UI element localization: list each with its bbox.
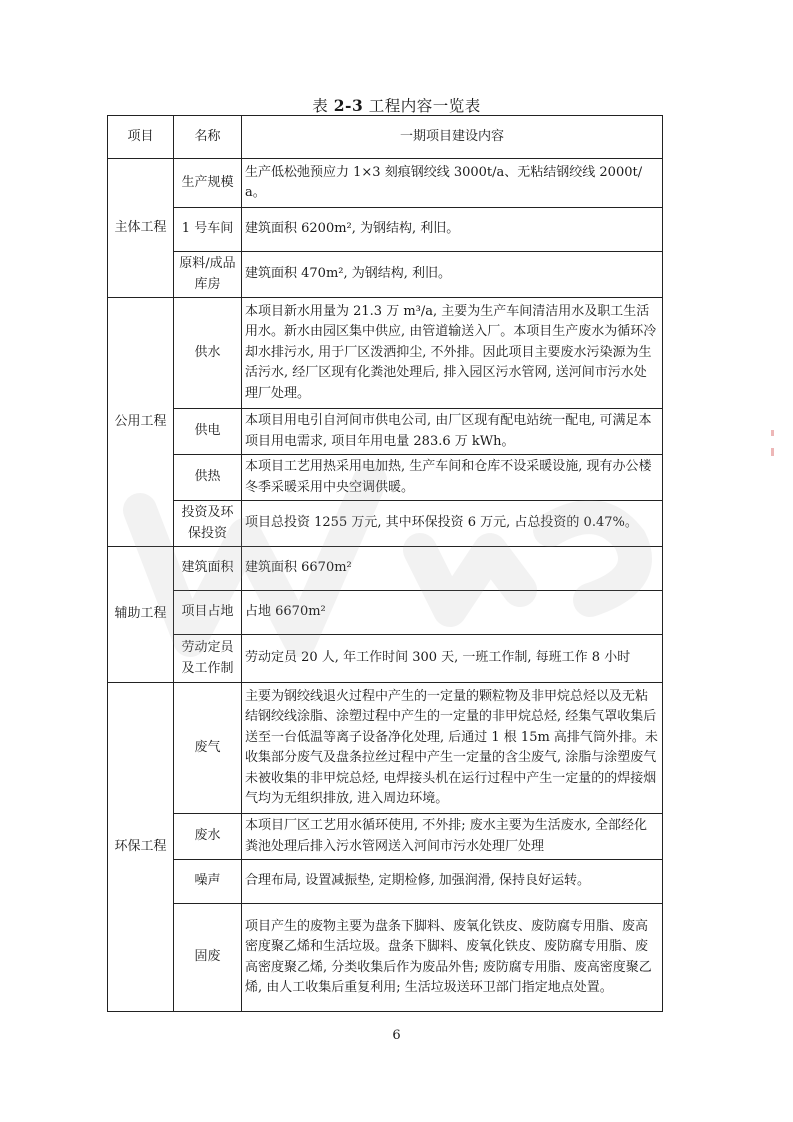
scan-edge-mark	[771, 430, 775, 460]
content-cell: 建筑面积 470m², 为钢结构, 利旧。	[242, 252, 663, 298]
table-row	[108, 298, 663, 409]
table-row	[108, 635, 663, 683]
name-cell: 投资及环保投资	[174, 501, 242, 547]
content-cell: 项目产生的废物主要为盘条下脚料、废氧化铁皮、废防腐专用脂、废高密度聚乙烯和生活垃圾。盘条下脚料、废氧化铁皮、废防腐专用脂、废高密度聚乙烯, 分类收集后作为废品外售; 废防腐专用脂、废高密度聚乙烯, 由人工收集后重复利用; 生活垃圾送环卫部门指定地点处置。	[242, 904, 663, 1012]
table-row	[108, 547, 663, 591]
name-cell: 原料/成品库房	[174, 252, 242, 298]
content-cell: 本项目新水用量为 21.3 万 m³/a, 主要为生产车间清洁用水及职工生活用水。新水由园区集中供应, 由管道输送入厂。本项目生产废水为循环冷却水排污水, 用于厂区泼洒抑尘, 不外排。因此项目主要废水污染源为生活污水, 经厂区现有化粪池处理后, 排入园区污水管网, 送河间市污水处理厂处理。	[242, 298, 663, 409]
page-number: 6	[392, 1028, 401, 1043]
content-cell: 建筑面积 6670m²	[242, 547, 663, 591]
name-cell: 生产规模	[174, 159, 242, 208]
name-cell: 建筑面积	[174, 547, 242, 591]
table-row	[108, 860, 663, 904]
content-cell: 本项目工艺用热采用电加热, 生产车间和仓库不设采暖设施, 现有办公楼冬季采暖采用中央空调供暖。	[242, 455, 663, 501]
content-cell: 建筑面积 6200m², 为钢结构, 利旧。	[242, 208, 663, 252]
name-cell: 废气	[174, 683, 242, 814]
table-row	[108, 591, 663, 635]
table-title: 表 2-3 工程内容一览表	[312, 96, 481, 115]
table-row	[108, 409, 663, 455]
header-name: 名称	[174, 116, 242, 159]
category-cell: 主体工程	[108, 159, 174, 298]
category-cell: 公用工程	[108, 298, 174, 547]
content-cell: 生产低松弛预应力 1×3 刻痕钢绞线 3000t/a、无粘结钢绞线 2000t/a。	[242, 159, 663, 208]
project-content-table	[107, 115, 663, 1012]
content-cell: 项目总投资 1255 万元, 其中环保投资 6 万元, 占总投资的 0.47%。	[242, 501, 663, 547]
content-cell: 劳动定员 20 人, 年工作时间 300 天, 一班工作制, 每班工作 8 小时	[242, 635, 663, 683]
name-cell: 供水	[174, 298, 242, 409]
name-cell: 项目占地	[174, 591, 242, 635]
content-cell: 合理布局, 设置减振垫, 定期检修, 加强润滑, 保持良好运转。	[242, 860, 663, 904]
content-cell: 主要为钢绞线退火过程中产生的一定量的颗粒物及非甲烷总烃以及无粘结钢绞线涂脂、涂塑过程中产生的一定量的非甲烷总烃, 经集气罩收集后送至一台低温等离子设备净化处理, 后通过 1 根 15m 高排气筒外排。未收集部分废气及盘条拉丝过程中产生一定量的含尘废气, 涂脂与涂塑废气未被收集的非甲烷总烃, 电焊接头机在运行过程中产生一定量的的焊接烟气均为无组织排放, 进入周边环境。	[242, 683, 663, 814]
table-header-row	[108, 116, 663, 159]
table-row	[108, 501, 663, 547]
name-cell: 废水	[174, 814, 242, 860]
content-cell: 本项目厂区工艺用水循环使用, 不外排; 废水主要为生活废水, 全部经化粪池处理后排入污水管网送入河间市污水处理厂处理	[242, 814, 663, 860]
header-content: 一期项目建设内容	[242, 116, 663, 159]
content-cell: 本项目用电引自河间市供电公司, 由厂区现有配电站统一配电, 可满足本项目用电需求, 项目年用电量 283.6 万 kWh。	[242, 409, 663, 455]
table-row	[108, 683, 663, 814]
name-cell: 供热	[174, 455, 242, 501]
name-cell: 劳动定员及工作制	[174, 635, 242, 683]
table-row	[108, 252, 663, 298]
content-cell: 占地 6670m²	[242, 591, 663, 635]
name-cell: 1 号车间	[174, 208, 242, 252]
header-category: 项目	[108, 116, 174, 159]
name-cell: 固废	[174, 904, 242, 1012]
category-cell: 环保工程	[108, 683, 174, 1012]
table-row	[108, 208, 663, 252]
table-row	[108, 904, 663, 1012]
name-cell: 供电	[174, 409, 242, 455]
name-cell: 噪声	[174, 860, 242, 904]
table-row	[108, 159, 663, 208]
table-row	[108, 455, 663, 501]
table-row	[108, 814, 663, 860]
category-cell: 辅助工程	[108, 547, 174, 683]
